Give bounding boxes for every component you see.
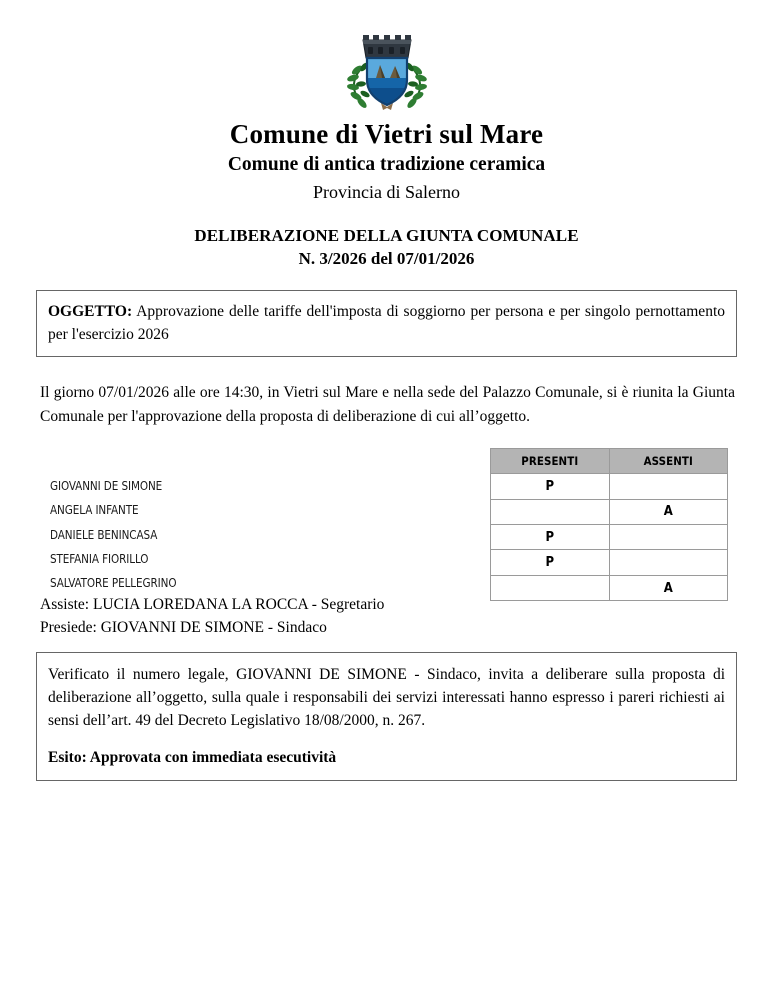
- column-header-assenti: ASSENTI: [609, 448, 728, 473]
- member-name: SALVATORE PELLEGRINO: [50, 575, 177, 591]
- presence-cell: P: [491, 474, 610, 499]
- table-row: [491, 550, 728, 575]
- document-content: [36, 290, 737, 781]
- table-row: [491, 525, 728, 550]
- absence-cell: [609, 474, 728, 499]
- presence-cell: P: [491, 550, 610, 575]
- emblem-container: [0, 0, 773, 112]
- member-name: STEFANIA FIORILLO: [50, 551, 149, 567]
- absence-cell: [609, 525, 728, 550]
- document-number: N. 3/2026 del 07/01/2026: [298, 249, 475, 269]
- presiede-line: Presiede: GIOVANNI DE SIMONE - Sindaco: [40, 618, 327, 636]
- absence-cell: A: [609, 499, 728, 524]
- assiste-line: Assiste: LUCIA LOREDANA LA ROCCA - Segretario: [40, 595, 385, 613]
- document-header: [0, 118, 773, 270]
- esito-line: Esito: Approvata con immediata esecutività: [48, 748, 337, 766]
- province-label: Provincia di Salerno: [313, 181, 460, 202]
- attendance-section: [36, 444, 737, 596]
- session-intro-paragraph: Il giorno 07/01/2026 alle ore 14:30, in Vietri sul Mare e nella sede del Palazzo Comunale, si è riunita la Giunta Comunale per l'approvazione della proposta di deliberazione di cui all’oggetto.: [40, 384, 735, 425]
- oggetto-value: Approvazione delle tariffe dell'imposta di soggiorno per persona e per singolo pernottamento per l'esercizio 2026: [48, 303, 725, 343]
- organization-subtitle: Comune di antica tradizione ceramica: [227, 154, 546, 176]
- deliberation-outcome-box: [36, 652, 737, 781]
- oggetto-box: [36, 290, 737, 357]
- absence-cell: [609, 550, 728, 575]
- document-type-title: DELIBERAZIONE DELLA GIUNTA COMUNALE: [194, 226, 579, 246]
- member-name: GIOVANNI DE SIMONE: [50, 477, 163, 493]
- deliberation-paragraph: Verificato il numero legale, GIOVANNI DE SIMONE - Sindaco, invita a deliberare sulla proposta di deliberazione all’oggetto, sulla quale i responsabili dei servizi interessati hanno espresso i pareri richiesti ai sensi dell’art. 49 del Decreto Legislativo 18/08/2000, n. 267.: [48, 665, 725, 730]
- coat-of-arms-icon: [341, 14, 433, 112]
- oggetto-label: OGGETTO:: [48, 303, 133, 321]
- member-name: ANGELA INFANTE: [50, 502, 139, 518]
- oggetto-text: [48, 301, 725, 346]
- presence-cell: P: [491, 525, 610, 550]
- member-name-list: [50, 474, 470, 596]
- table-header-row: [491, 448, 728, 473]
- presence-cell: [491, 499, 610, 524]
- absence-cell: A: [609, 575, 728, 600]
- table-row: [491, 575, 728, 600]
- table-row: [491, 474, 728, 499]
- attendance-table: [490, 448, 728, 601]
- column-header-presenti: PRESENTI: [491, 448, 610, 473]
- organization-name: Comune di Vietri sul Mare: [229, 119, 544, 149]
- table-row: [491, 499, 728, 524]
- presence-cell: [491, 575, 610, 600]
- shield-icon: [365, 58, 409, 108]
- member-name: DANIELE BENINCASA: [50, 526, 158, 542]
